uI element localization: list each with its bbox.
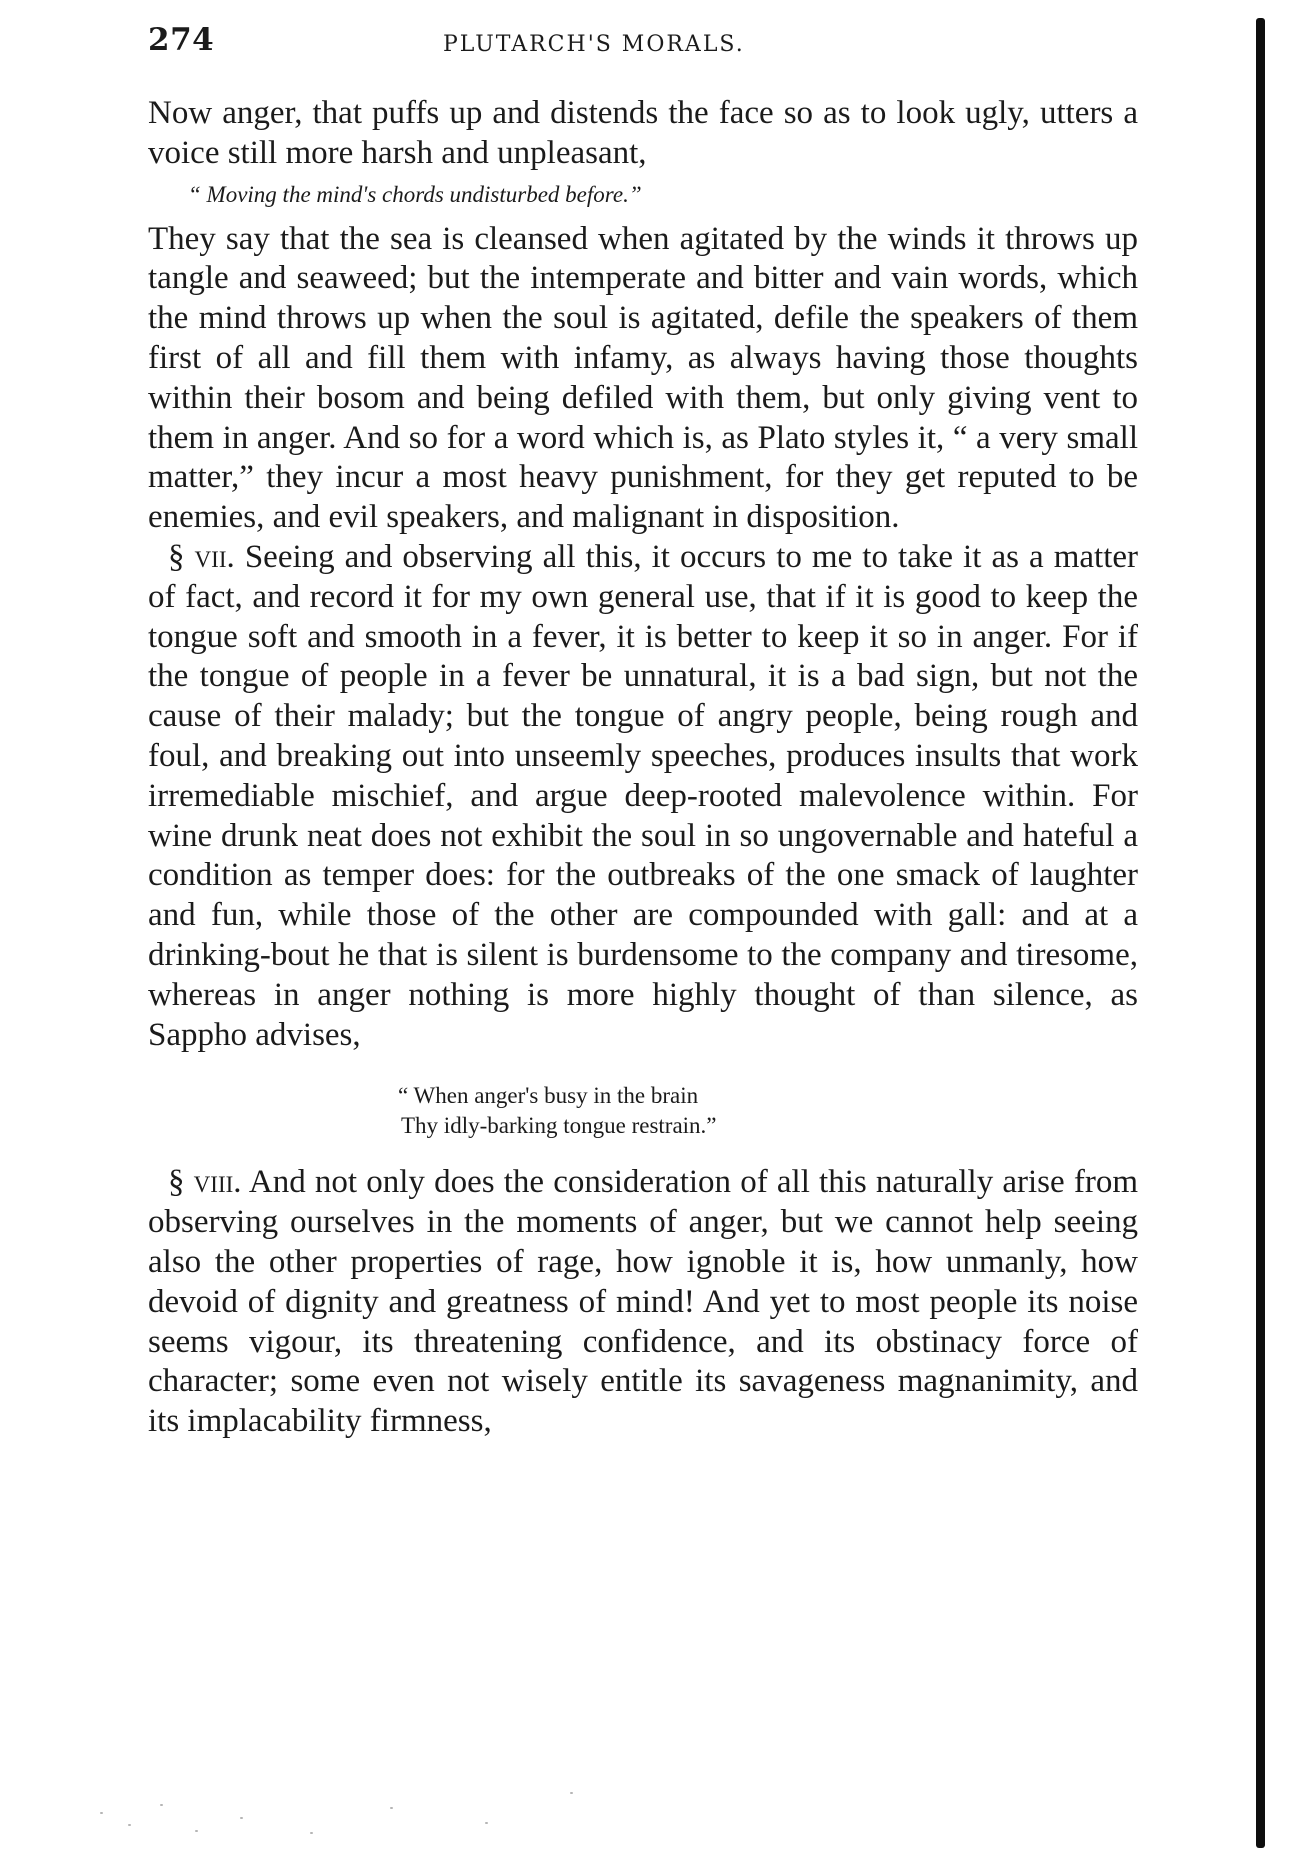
section-mark-viii: § viii. (168, 1164, 242, 1201)
page-edge-shadow (1256, 18, 1265, 1848)
print-specks (100, 1782, 700, 1842)
speck (100, 1812, 103, 1814)
paragraph-section-viii (148, 1163, 1138, 1442)
verse-sappho (148, 1081, 1138, 1141)
section-mark-vii: § vii. (168, 538, 235, 575)
speck (240, 1817, 243, 1819)
paragraph-sea-cleansed: They say that the sea is cleansed when agitated by the winds it throws up tangle and seaweed; but the intemperate and bitter and vain words, which the mind throws up when the soul is agitated, defile the speakers of them first of all and fill them with infamy, as always having those thoughts within their bosom and being defiled with them, but only giving vent to them in anger. And so for a word which is, as Plato styles it, “ a very small matter,” they incur a most heavy punishment, for they get reputed to be enemies, and evil speakers, and malignant in disposition. (148, 220, 1138, 536)
running-title: PLUTARCH'S MORALS. (443, 32, 745, 57)
page-number: 274 (148, 22, 215, 58)
speck (570, 1792, 573, 1794)
speck (310, 1832, 313, 1834)
speck (390, 1807, 393, 1809)
quote-minds-chords: “ Moving the mind's chords undisturbed before.” (188, 181, 642, 207)
section-viii-text: And not only does the consideration of all this naturally arise from observing ourselves in the moments of anger, but we cannot help seeing also the other properties of rage, how ignoble it is, how unmanly, how devoid of dignity and greatness of mind! And yet to most people its noise seems vigour, its threatening confidence, and its obstinacy force of character; some even not wisely entitle its savageness magnanimity, and its implacability firmness, (148, 1164, 1138, 1440)
speck (485, 1822, 488, 1824)
speck (160, 1804, 163, 1806)
paragraph-section-vii (148, 538, 1138, 1055)
verse-line-1: “ When anger's busy in the brain (398, 1083, 699, 1109)
paragraph-anger-voice: Now anger, that puffs up and distends the face so as to look ugly, utters a voice still more harsh and unpleasant, (148, 95, 1138, 171)
page-header (148, 22, 1148, 62)
speck (195, 1830, 198, 1832)
section-vii-text: Seeing and observing all this, it occurs to me to take it as a matter of fact, and record it for my own general use, that if it is good to keep the tongue soft and smooth in a fever, it is better to keep it so in anger. For if the tongue of people in a fever be unnatural, it is a bad sign, but not the cause of their malady; but the tongue of angry people, being rough and foul, and breaking out into unseemly speeches, produces insults that work irremediable mischief, and argue deep-rooted malevolence within. For wine drunk neat does not exhibit the soul in so ungovernable and hateful a condition as temper does: for the outbreaks of the one smack of laughter and fun, while those of the other are compounded with gall: and at a drinking-bout he that is silent is burdensome to the company and tiresome, whereas in anger nothing is more highly thought of than silence, as Sappho advises, (148, 538, 1138, 1053)
speck (128, 1824, 131, 1826)
verse-line-2: Thy idly-barking tongue restrain.” (401, 1113, 717, 1139)
body-text (148, 94, 1138, 1442)
